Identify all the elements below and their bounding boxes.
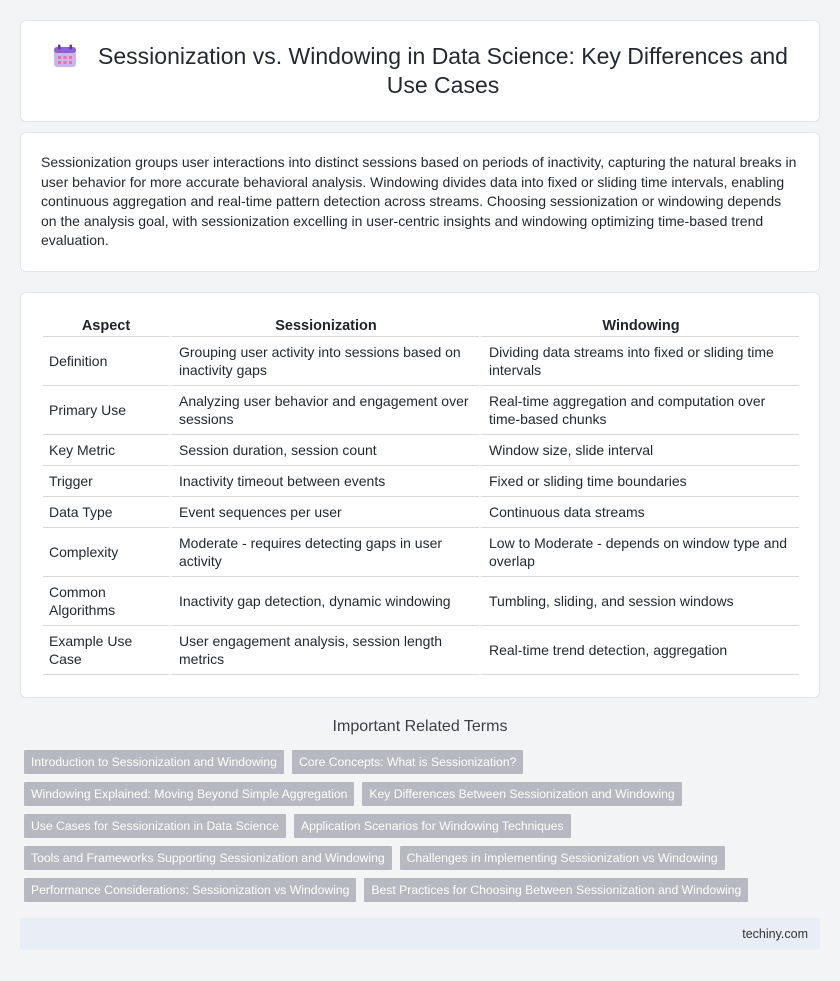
row-sessionization: Event sequences per user [169,497,479,528]
related-terms-heading: Important Related Terms [332,718,508,735]
row-windowing: Dividing data streams into fixed or sliding time intervals [479,337,799,386]
table-row [43,497,799,528]
header-windowing: Windowing [479,313,799,337]
table-row [43,386,799,435]
title-card [20,20,820,122]
related-term-tag[interactable]: Challenges in Implementing Sessionization vs Windowing [400,846,725,870]
intro-card [20,132,820,272]
footer [20,918,820,950]
row-windowing: Continuous data streams [479,497,799,528]
row-aspect: Complexity [43,528,169,577]
header-aspect: Aspect [43,313,169,337]
row-aspect: Trigger [43,466,169,497]
row-aspect: Definition [43,337,169,386]
related-term-tag[interactable]: Introduction to Sessionization and Windowing [24,750,284,774]
row-windowing: Tumbling, sliding, and session windows [479,577,799,626]
row-sessionization: Inactivity timeout between events [169,466,479,497]
related-term-tag[interactable]: Key Differences Between Sessionization and Windowing [362,782,681,806]
row-sessionization: Grouping user activity into sessions based on inactivity gaps [169,337,479,386]
related-term-tag[interactable]: Performance Considerations: Sessionization vs Windowing [24,878,356,902]
row-sessionization: Session duration, session count [169,435,479,466]
row-windowing: Real-time trend detection, aggregation [479,626,799,675]
row-aspect: Common Algorithms [43,577,169,626]
related-term-tag[interactable]: Tools and Frameworks Supporting Sessionization and Windowing [24,846,392,870]
table-row [43,626,799,675]
related-term-tag[interactable]: Best Practices for Choosing Between Sessionization and Windowing [364,878,748,902]
intro-paragraph: Sessionization groups user interactions into distinct sessions based on periods of inactivity, capturing the natural breaks in user behavior for more accurate behavioral analysis. Windowing divides data into fixed or sliding time intervals, enabling continuous aggregation and real-time pattern detection across streams. Choosing sessionization or windowing depends on the analysis goal, with sessionization excelling in user-centric insights and windowing optimizing time-based trend evaluation. [41,154,797,248]
table-row [43,466,799,497]
row-aspect: Key Metric [43,435,169,466]
row-windowing: Low to Moderate - depends on window type and overlap [479,528,799,577]
row-sessionization: User engagement analysis, session length metrics [169,626,479,675]
table-row [43,528,799,577]
row-aspect: Example Use Case [43,626,169,675]
table-row [43,435,799,466]
comparison-table [43,313,799,675]
row-windowing: Window size, slide interval [479,435,799,466]
related-term-tag[interactable]: Core Concepts: What is Sessionization? [292,750,523,774]
comparison-card [20,292,820,698]
related-term-tag[interactable]: Application Scenarios for Windowing Techniques [294,814,571,838]
row-windowing: Fixed or sliding time boundaries [479,466,799,497]
row-sessionization: Moderate - requires detecting gaps in user activity [169,528,479,577]
row-aspect: Data Type [43,497,169,528]
related-term-tag[interactable]: Windowing Explained: Moving Beyond Simple Aggregation [24,782,354,806]
table-row [43,577,799,626]
table-row [43,337,799,386]
related-terms-list [24,750,814,902]
footer-site-link[interactable]: techiny.com [742,927,808,941]
row-windowing: Real-time aggregation and computation over time-based chunks [479,386,799,435]
row-sessionization: Inactivity gap detection, dynamic windowing [169,577,479,626]
header-sessionization: Sessionization [169,313,479,337]
row-sessionization: Analyzing user behavior and engagement over sessions [169,386,479,435]
calendar-icon [52,43,78,69]
table-header-row [43,313,799,337]
page-title: Sessionization vs. Windowing in Data Science: Key Differences and Use Cases [98,43,788,98]
row-aspect: Primary Use [43,386,169,435]
related-term-tag[interactable]: Use Cases for Sessionization in Data Science [24,814,286,838]
